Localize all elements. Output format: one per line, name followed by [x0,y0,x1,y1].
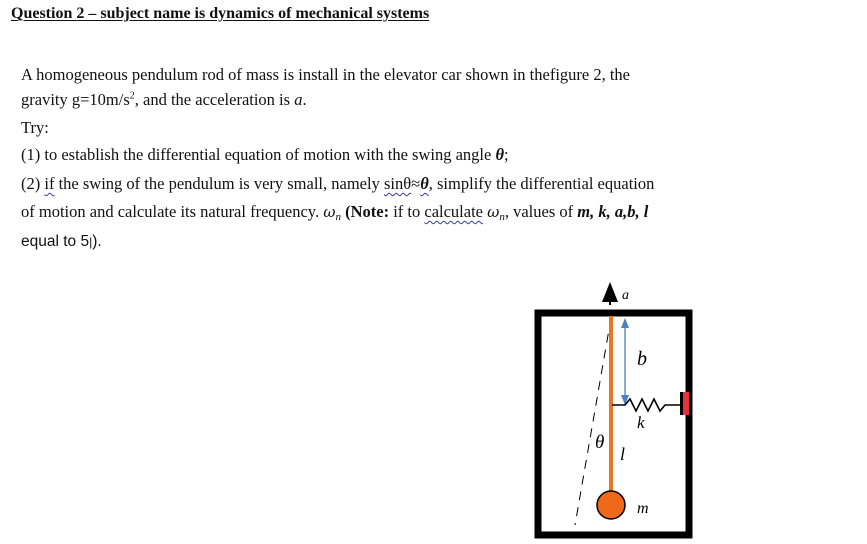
try-label: Try: [21,118,49,137]
item-2-line-3: equal to 5|). [21,233,102,250]
gravity-exponent: 2 [129,90,135,102]
wall-edge [680,392,683,415]
spring [612,399,680,411]
item-2-text-4: if to [389,202,425,221]
problem-text-1: A homogeneous pendulum rod of mass is install in the elevator car shown in thefigure 2, the [21,65,631,84]
item-2-text-2: , simplify the differential equation [428,174,655,193]
item-2-text-5: , values of [504,202,578,221]
theta-symbol-2: θ [420,174,429,193]
omega-symbol-2: ω [487,203,500,221]
label-l: l [620,444,626,464]
question-title: Question 2 – subject name is dynamics of mechanical systems [11,5,430,22]
period: . [302,90,307,109]
acceleration-symbol: a [294,90,303,109]
label-b: b [637,348,647,370]
if-word: if [44,174,55,193]
dimension-b-arrow-bottom [621,395,629,405]
omega-subscript-2: n [499,211,505,223]
label-k: k [637,413,645,432]
wall-hatch [683,392,689,415]
item-1-text: (1) to establish the differential equation of motion with the swing angle [21,145,496,164]
calculate-word: calculate [424,202,483,221]
item-2-prefix: (2) [21,174,45,193]
semicolon: ; [504,145,509,164]
note-label: (Note: [340,202,390,221]
label-m: m [637,500,649,517]
variable-list: m, k, a,b, l [577,202,649,221]
label-a: a [622,288,629,303]
gravity-text: gravity g=10m/s [21,90,130,109]
acceleration-text: , and the acceleration is [134,90,295,109]
item-2-text-3: of motion and calculate its natural frequency. [21,202,324,221]
omega-subscript: n [335,211,341,223]
acceleration-arrow-head [602,282,618,302]
label-theta: θ [595,432,605,453]
omega-symbol: ω [323,203,336,221]
sin-theta: sinθ [383,174,412,193]
pendulum-mass [597,491,625,519]
closing-paren: ). [92,233,102,250]
equal-to-text: equal to 5 [21,233,90,250]
approx-symbol: ≈ [411,174,421,193]
dimension-b-arrow-top [621,318,629,328]
theta-symbol: θ [495,145,505,164]
item-2-text-1: the swing of the pendulum is very small, namely [54,174,384,193]
